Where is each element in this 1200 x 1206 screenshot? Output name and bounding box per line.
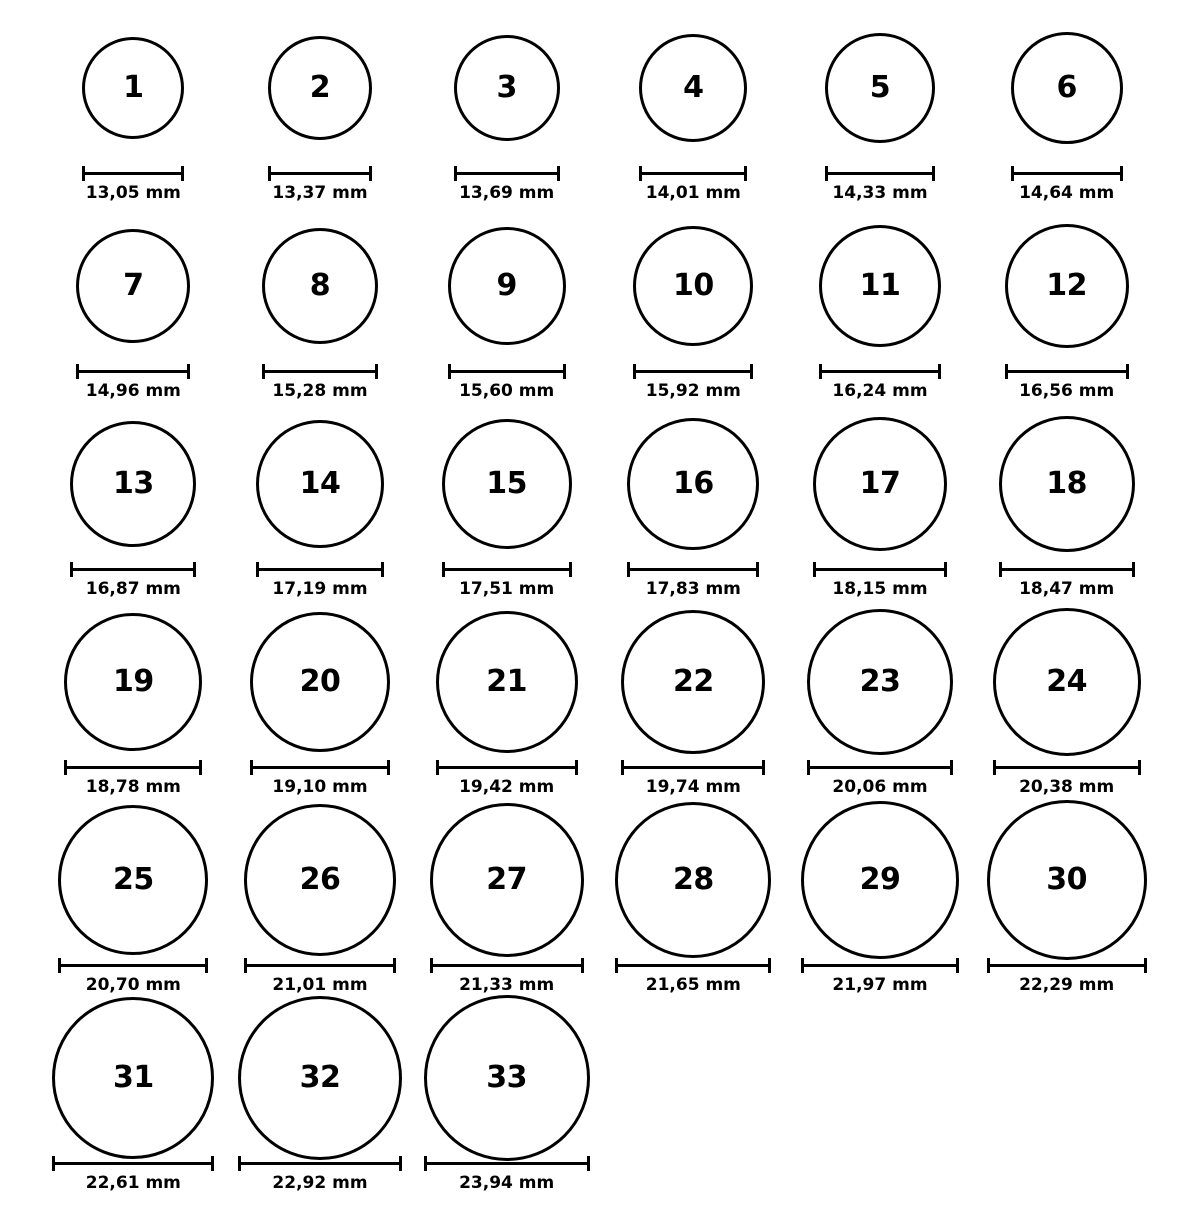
ring-circle xyxy=(633,226,753,346)
measure-tick-left xyxy=(615,958,618,973)
ring-circle-wrap xyxy=(807,612,953,752)
ring-circle-wrap xyxy=(52,1008,214,1148)
ring-circle-wrap xyxy=(238,1008,402,1148)
ring-circle xyxy=(999,416,1135,552)
measure-bar xyxy=(825,172,935,175)
measure-tick-left xyxy=(436,760,439,775)
ring-size-cell xyxy=(227,612,414,796)
measure-bar xyxy=(70,568,196,571)
measure-bar xyxy=(621,766,765,769)
diameter-measure-line xyxy=(256,562,384,576)
ring-size-number: 30 xyxy=(1046,862,1088,897)
ring-circle-wrap xyxy=(454,18,560,158)
ring-circle-wrap xyxy=(262,216,378,356)
measure-tick-right xyxy=(1120,166,1123,181)
ring-circle xyxy=(448,227,566,345)
measure-tick-right xyxy=(938,364,941,379)
ring-size-number: 12 xyxy=(1046,268,1088,303)
measure-tick-left xyxy=(52,1156,55,1171)
ring-size-number: 1 xyxy=(123,70,144,105)
diameter-measure-line xyxy=(993,760,1141,774)
diameter-measure-line xyxy=(58,958,208,972)
measure-bar xyxy=(999,568,1135,571)
measure-tick-left xyxy=(819,364,822,379)
ring-circle xyxy=(621,610,765,754)
diameter-label: 15,28 mm xyxy=(272,381,368,401)
diameter-measure-line xyxy=(52,1156,214,1170)
measure-bar xyxy=(615,964,771,967)
ring-circle-wrap xyxy=(268,18,372,158)
ring-size-cell xyxy=(413,810,600,994)
measure-tick-right xyxy=(387,760,390,775)
diameter-label: 21,65 mm xyxy=(645,975,741,995)
diameter-measure-line xyxy=(262,364,378,378)
ring-circle xyxy=(819,225,941,347)
ring-circle xyxy=(238,996,402,1160)
ring-size-cell xyxy=(40,612,227,796)
ring-circle-wrap xyxy=(627,414,759,554)
ring-size-number: 4 xyxy=(683,70,704,105)
ring-circle-wrap xyxy=(1011,18,1123,158)
measure-bar xyxy=(268,172,372,175)
measure-tick-left xyxy=(825,166,828,181)
measure-bar xyxy=(256,568,384,571)
diameter-label: 17,19 mm xyxy=(272,579,368,599)
ring-circle-wrap xyxy=(825,18,935,158)
ring-circle-wrap xyxy=(993,612,1141,752)
measure-tick-left xyxy=(70,562,73,577)
diameter-label: 20,70 mm xyxy=(85,975,181,995)
diameter-measure-line xyxy=(64,760,202,774)
ring-size-cell xyxy=(40,414,227,598)
ring-size-number: 8 xyxy=(309,268,331,303)
measure-tick-right xyxy=(199,760,202,775)
measure-bar xyxy=(1005,370,1129,373)
measure-tick-left xyxy=(454,166,457,181)
ring-size-cell xyxy=(413,612,600,796)
diameter-measure-line xyxy=(70,562,196,576)
ring-circle xyxy=(430,803,584,957)
ring-circle xyxy=(262,228,378,344)
diameter-label: 20,06 mm xyxy=(832,777,928,797)
diameter-measure-line xyxy=(819,364,941,378)
measure-tick-left xyxy=(268,166,271,181)
measure-tick-left xyxy=(993,760,996,775)
measure-tick-left xyxy=(639,166,642,181)
ring-size-number: 16 xyxy=(672,466,714,501)
diameter-label: 15,60 mm xyxy=(459,381,555,401)
ring-size-cell xyxy=(600,810,787,994)
measure-tick-left xyxy=(238,1156,241,1171)
diameter-label: 21,01 mm xyxy=(272,975,368,995)
measure-bar xyxy=(801,964,959,967)
ring-size-number: 25 xyxy=(112,862,154,897)
ring-circle xyxy=(993,608,1141,756)
diameter-label: 15,92 mm xyxy=(645,381,741,401)
diameter-measure-line xyxy=(76,364,190,378)
measure-tick-right xyxy=(950,760,953,775)
ring-size-number: 33 xyxy=(486,1060,528,1095)
ring-size-cell xyxy=(973,216,1160,400)
ring-size-cell xyxy=(40,810,227,994)
diameter-measure-line xyxy=(424,1156,590,1170)
diameter-measure-line xyxy=(999,562,1135,576)
diameter-label: 19,10 mm xyxy=(272,777,368,797)
ring-circle xyxy=(1005,224,1129,348)
measure-bar xyxy=(448,370,566,373)
diameter-label: 13,69 mm xyxy=(459,183,555,203)
ring-circle xyxy=(424,995,590,1161)
measure-bar xyxy=(238,1162,402,1165)
measure-tick-right xyxy=(181,166,184,181)
ring-size-cell xyxy=(787,18,974,202)
measure-tick-left xyxy=(250,760,253,775)
measure-tick-right xyxy=(375,364,378,379)
measure-tick-right xyxy=(750,364,753,379)
diameter-label: 18,78 mm xyxy=(85,777,181,797)
ring-size-number: 24 xyxy=(1046,664,1088,699)
ring-size-cell xyxy=(227,414,414,598)
measure-tick-left xyxy=(262,364,265,379)
ring-size-cell xyxy=(227,18,414,202)
ring-circle-wrap xyxy=(442,414,572,554)
ring-size-cell xyxy=(973,18,1160,202)
measure-bar xyxy=(1011,172,1123,175)
diameter-label: 14,96 mm xyxy=(85,381,181,401)
diameter-measure-line xyxy=(987,958,1147,972)
diameter-measure-line xyxy=(250,760,390,774)
diameter-measure-line xyxy=(442,562,572,576)
measure-tick-right xyxy=(563,364,566,379)
diameter-measure-line xyxy=(268,166,372,180)
diameter-measure-line xyxy=(615,958,771,972)
ring-size-number: 10 xyxy=(672,268,714,303)
ring-circle xyxy=(82,37,184,139)
measure-tick-left xyxy=(621,760,624,775)
ring-size-number: 19 xyxy=(112,664,154,699)
ring-circle-wrap xyxy=(819,216,941,356)
ring-size-cell xyxy=(413,18,600,202)
diameter-measure-line xyxy=(633,364,753,378)
ring-size-number: 29 xyxy=(859,862,901,897)
ring-circle-wrap xyxy=(633,216,753,356)
ring-circle-wrap xyxy=(76,216,190,356)
ring-size-number: 32 xyxy=(299,1060,341,1095)
ring-circle-wrap xyxy=(615,810,771,950)
ring-size-number: 27 xyxy=(486,862,528,897)
measure-tick-left xyxy=(64,760,67,775)
measure-tick-right xyxy=(381,562,384,577)
measure-tick-right xyxy=(569,562,572,577)
ring-circle xyxy=(615,802,771,958)
ring-circle xyxy=(244,804,396,956)
diameter-measure-line xyxy=(448,364,566,378)
measure-tick-right xyxy=(944,562,947,577)
ring-size-number: 11 xyxy=(859,268,901,303)
measure-bar xyxy=(244,964,396,967)
measure-bar xyxy=(819,370,941,373)
ring-size-cell xyxy=(973,612,1160,796)
ring-circle-wrap xyxy=(813,414,947,554)
measure-tick-right xyxy=(187,364,190,379)
measure-bar xyxy=(424,1162,590,1165)
measure-tick-right xyxy=(956,958,959,973)
ring-size-number: 28 xyxy=(672,862,714,897)
measure-tick-left xyxy=(987,958,990,973)
ring-size-number: 15 xyxy=(486,466,528,501)
diameter-label: 14,64 mm xyxy=(1019,183,1115,203)
ring-circle-wrap xyxy=(1005,216,1129,356)
ring-size-number: 3 xyxy=(496,70,517,105)
ring-size-cell xyxy=(413,414,600,598)
ring-circle-wrap xyxy=(256,414,384,554)
diameter-label: 18,15 mm xyxy=(832,579,928,599)
ring-size-number: 22 xyxy=(672,664,714,699)
measure-tick-left xyxy=(1005,364,1008,379)
diameter-label: 20,38 mm xyxy=(1019,777,1115,797)
diameter-measure-line xyxy=(813,562,947,576)
measure-tick-left xyxy=(813,562,816,577)
ring-circle-wrap xyxy=(639,18,747,158)
ring-circle-wrap xyxy=(82,18,184,158)
measure-tick-left xyxy=(424,1156,427,1171)
measure-bar xyxy=(250,766,390,769)
diameter-label: 19,74 mm xyxy=(645,777,741,797)
measure-tick-left xyxy=(442,562,445,577)
measure-bar xyxy=(807,766,953,769)
diameter-measure-line xyxy=(238,1156,402,1170)
ring-circle xyxy=(627,418,759,550)
diameter-measure-line xyxy=(639,166,747,180)
measure-tick-right xyxy=(1132,562,1135,577)
ring-circle xyxy=(256,420,384,548)
diameter-label: 19,42 mm xyxy=(459,777,555,797)
ring-size-cell xyxy=(227,216,414,400)
ring-circle-wrap xyxy=(999,414,1135,554)
ring-circle-wrap xyxy=(430,810,584,950)
ring-size-cell xyxy=(600,216,787,400)
ring-size-number: 18 xyxy=(1046,466,1088,501)
measure-tick-left xyxy=(1011,166,1014,181)
diameter-label: 22,92 mm xyxy=(272,1173,368,1193)
diameter-measure-line xyxy=(801,958,959,972)
measure-tick-right xyxy=(557,166,560,181)
ring-size-cell xyxy=(40,1008,227,1192)
measure-tick-left xyxy=(256,562,259,577)
ring-size-grid xyxy=(40,18,1160,1206)
measure-tick-right xyxy=(762,760,765,775)
ring-size-number: 2 xyxy=(309,70,331,105)
measure-tick-left xyxy=(627,562,630,577)
ring-circle-wrap xyxy=(621,612,765,752)
diameter-label: 13,05 mm xyxy=(85,183,181,203)
diameter-label: 13,37 mm xyxy=(272,183,368,203)
ring-size-number: 17 xyxy=(859,466,901,501)
ring-circle xyxy=(250,612,390,752)
ring-size-number: 20 xyxy=(299,664,341,699)
measure-tick-left xyxy=(448,364,451,379)
measure-bar xyxy=(76,370,190,373)
ring-circle xyxy=(807,609,953,755)
ring-size-cell xyxy=(787,414,974,598)
measure-bar xyxy=(262,370,378,373)
diameter-label: 18,47 mm xyxy=(1019,579,1115,599)
diameter-label: 17,51 mm xyxy=(459,579,555,599)
measure-tick-right xyxy=(193,562,196,577)
measure-bar xyxy=(430,964,584,967)
ring-size-number: 26 xyxy=(299,862,341,897)
measure-bar xyxy=(987,964,1147,967)
diameter-label: 23,94 mm xyxy=(459,1173,555,1193)
ring-size-cell xyxy=(973,810,1160,994)
measure-tick-right xyxy=(369,166,372,181)
measure-tick-left xyxy=(633,364,636,379)
ring-circle xyxy=(454,35,560,141)
measure-tick-right xyxy=(744,166,747,181)
ring-circle-wrap xyxy=(436,612,578,752)
ring-circle xyxy=(52,997,214,1159)
ring-size-cell xyxy=(413,216,600,400)
measure-bar xyxy=(52,1162,214,1165)
ring-circle-wrap xyxy=(250,612,390,752)
diameter-measure-line xyxy=(1011,166,1123,180)
ring-size-number: 7 xyxy=(123,268,144,303)
ring-size-number: 31 xyxy=(112,1060,154,1095)
ring-circle xyxy=(436,611,578,753)
ring-circle-wrap xyxy=(58,810,208,950)
measure-tick-right xyxy=(1126,364,1129,379)
measure-tick-left xyxy=(76,364,79,379)
measure-tick-right xyxy=(1144,958,1147,973)
ring-circle xyxy=(639,34,747,142)
ring-size-number: 5 xyxy=(869,70,891,105)
ring-circle xyxy=(58,805,208,955)
diameter-label: 16,24 mm xyxy=(832,381,928,401)
measure-tick-right xyxy=(587,1156,590,1171)
measure-bar xyxy=(436,766,578,769)
measure-tick-left xyxy=(807,760,810,775)
ring-circle xyxy=(987,800,1147,960)
ring-size-cell xyxy=(787,216,974,400)
diameter-measure-line xyxy=(825,166,935,180)
ring-circle xyxy=(825,33,935,143)
measure-tick-left xyxy=(58,958,61,973)
measure-bar xyxy=(633,370,753,373)
diameter-measure-line xyxy=(621,760,765,774)
ring-size-cell xyxy=(973,414,1160,598)
ring-size-cell xyxy=(600,612,787,796)
diameter-measure-line xyxy=(436,760,578,774)
ring-size-number: 13 xyxy=(112,466,154,501)
measure-tick-right xyxy=(1138,760,1141,775)
ring-size-number: 14 xyxy=(299,466,341,501)
diameter-label: 16,87 mm xyxy=(85,579,181,599)
diameter-measure-line xyxy=(454,166,560,180)
ring-circle xyxy=(268,36,372,140)
measure-bar xyxy=(82,172,184,175)
diameter-label: 17,83 mm xyxy=(645,579,741,599)
ring-size-cell xyxy=(600,18,787,202)
ring-size-number: 21 xyxy=(486,664,528,699)
measure-bar xyxy=(993,766,1141,769)
measure-bar xyxy=(58,964,208,967)
measure-tick-right xyxy=(211,1156,214,1171)
diameter-label: 21,33 mm xyxy=(459,975,555,995)
measure-tick-left xyxy=(82,166,85,181)
measure-bar xyxy=(813,568,947,571)
ring-circle xyxy=(1011,32,1123,144)
ring-size-cell xyxy=(600,414,787,598)
ring-size-cell xyxy=(787,612,974,796)
measure-tick-right xyxy=(205,958,208,973)
diameter-label: 14,01 mm xyxy=(645,183,741,203)
diameter-label: 22,61 mm xyxy=(85,1173,181,1193)
ring-circle-wrap xyxy=(244,810,396,950)
ring-circle-wrap xyxy=(987,810,1147,950)
measure-bar xyxy=(627,568,759,571)
diameter-label: 22,29 mm xyxy=(1019,975,1115,995)
ring-circle-wrap xyxy=(448,216,566,356)
ring-circle xyxy=(76,229,190,343)
ring-circle xyxy=(70,421,196,547)
measure-tick-left xyxy=(430,958,433,973)
diameter-measure-line xyxy=(244,958,396,972)
diameter-label: 16,56 mm xyxy=(1019,381,1115,401)
measure-tick-right xyxy=(756,562,759,577)
ring-circle xyxy=(64,613,202,751)
ring-circle-wrap xyxy=(70,414,196,554)
diameter-measure-line xyxy=(430,958,584,972)
ring-size-cell xyxy=(787,810,974,994)
ring-size-number: 23 xyxy=(859,664,901,699)
ring-size-cell xyxy=(227,810,414,994)
ring-size-number: 6 xyxy=(1056,70,1077,105)
ring-circle-wrap xyxy=(801,810,959,950)
diameter-label: 21,97 mm xyxy=(832,975,928,995)
measure-tick-right xyxy=(581,958,584,973)
measure-tick-right xyxy=(399,1156,402,1171)
ring-size-cell xyxy=(413,1008,600,1192)
ring-circle xyxy=(813,417,947,551)
measure-tick-right xyxy=(768,958,771,973)
ring-circle xyxy=(801,801,959,959)
measure-tick-left xyxy=(999,562,1002,577)
measure-bar xyxy=(454,172,560,175)
diameter-measure-line xyxy=(807,760,953,774)
ring-circle xyxy=(442,419,572,549)
ring-size-cell xyxy=(40,216,227,400)
measure-bar xyxy=(442,568,572,571)
diameter-measure-line xyxy=(1005,364,1129,378)
ring-size-cell xyxy=(227,1008,414,1192)
measure-tick-right xyxy=(932,166,935,181)
measure-tick-left xyxy=(244,958,247,973)
ring-circle-wrap xyxy=(424,1008,590,1148)
measure-bar xyxy=(639,172,747,175)
diameter-measure-line xyxy=(82,166,184,180)
measure-tick-right xyxy=(393,958,396,973)
ring-size-number: 9 xyxy=(496,268,517,303)
measure-bar xyxy=(64,766,202,769)
measure-tick-right xyxy=(575,760,578,775)
measure-tick-left xyxy=(801,958,804,973)
ring-circle-wrap xyxy=(64,612,202,752)
ring-size-cell xyxy=(40,18,227,202)
diameter-measure-line xyxy=(627,562,759,576)
diameter-label: 14,33 mm xyxy=(832,183,928,203)
